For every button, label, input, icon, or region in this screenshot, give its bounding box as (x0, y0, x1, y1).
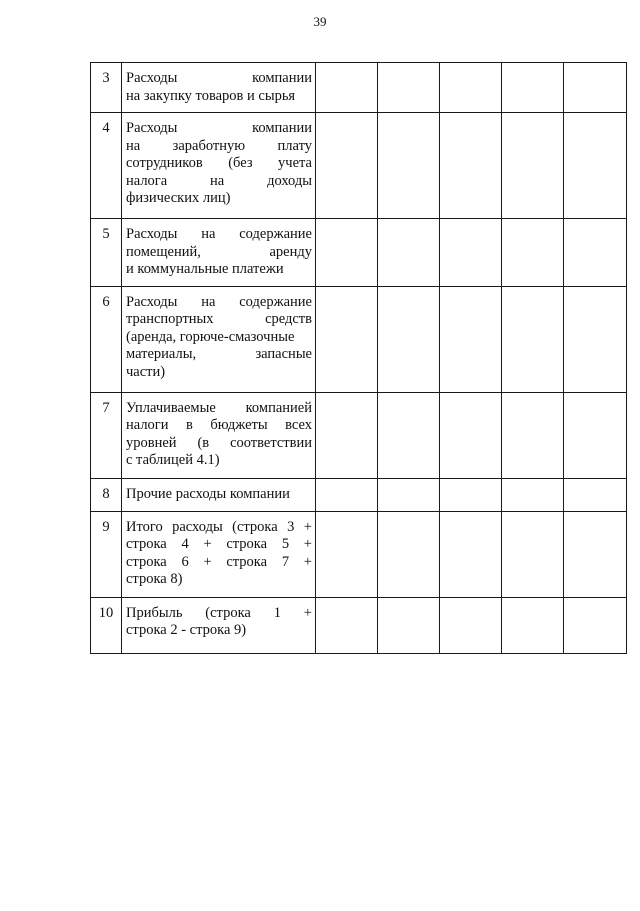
value-cell (378, 392, 440, 478)
description-word: (без (228, 155, 253, 171)
table-row (91, 63, 627, 113)
description-word: заработную (172, 137, 246, 154)
description-word: доходы (267, 172, 312, 189)
description-line (126, 519, 312, 537)
value-cell (440, 392, 502, 478)
description-word: Расходы (126, 226, 178, 242)
description-word: 7 (281, 553, 290, 570)
description-line (126, 226, 312, 244)
description-word: сотрудников (126, 155, 203, 171)
row-number: 3 (91, 63, 122, 113)
description-word: + (303, 536, 312, 552)
description-word: компанией (245, 399, 312, 416)
description-line (126, 120, 312, 138)
description-line (126, 244, 312, 262)
description-word: материалы, (126, 346, 197, 362)
description-word: налоги (126, 417, 169, 433)
value-cell (316, 511, 378, 597)
value-cell (502, 113, 564, 219)
description-line (126, 435, 312, 453)
description-word: + (303, 518, 312, 535)
description-word: 3 (287, 518, 295, 535)
description-word: транспортных (126, 311, 214, 327)
value-cell (564, 63, 627, 113)
value-cell (440, 597, 502, 653)
description-line (126, 536, 312, 554)
value-cell (502, 286, 564, 392)
value-cell (378, 511, 440, 597)
value-cell (440, 63, 502, 113)
value-cell (502, 219, 564, 287)
description-line: строка 8) (126, 571, 183, 587)
description-word: Итого (126, 518, 163, 535)
row-number: 7 (91, 392, 122, 478)
description-word: Расходы (126, 120, 178, 136)
description-line: Прочие расходы компании (126, 485, 290, 502)
description-line (126, 400, 312, 418)
row-number: 10 (91, 597, 122, 653)
row-description (122, 392, 316, 478)
value-cell (502, 511, 564, 597)
value-cell (564, 286, 627, 392)
description-word: + (303, 553, 312, 570)
description-word: содержание (239, 226, 312, 242)
description-line (126, 155, 312, 173)
description-word: Расходы (126, 70, 178, 86)
description-word: компании (252, 120, 312, 136)
description-line (126, 554, 312, 572)
description-word: всех (285, 417, 312, 433)
value-cell (378, 286, 440, 392)
description-line: части) (126, 363, 166, 380)
description-word: (строка (205, 604, 251, 621)
description-word: на (201, 226, 216, 242)
description-word: содержание (239, 293, 312, 310)
table-row (91, 478, 627, 511)
value-cell (378, 478, 440, 511)
description-line (126, 605, 312, 623)
page-number: 39 (313, 14, 327, 29)
row-description (122, 286, 316, 392)
description-word: в (186, 417, 193, 433)
value-cell (564, 392, 627, 478)
row-number: 4 (91, 113, 122, 219)
row-number: 5 (91, 219, 122, 287)
description-word: аренду (269, 243, 312, 260)
description-line: с таблицей 4.1) (126, 452, 220, 468)
description-word: помещений, (126, 243, 201, 260)
row-description (122, 113, 316, 219)
description-line: физических лиц) (126, 190, 231, 206)
description-word: учета (278, 155, 312, 171)
value-cell (378, 113, 440, 219)
row-description (122, 478, 316, 511)
description-word: средств (265, 311, 312, 327)
description-line (126, 417, 312, 435)
description-word: уровней (126, 434, 177, 451)
description-line (126, 346, 312, 364)
value-cell (564, 219, 627, 287)
description-word: налога (126, 172, 168, 189)
value-cell (316, 478, 378, 511)
table-row (91, 392, 627, 478)
value-cell (316, 286, 378, 392)
description-word: соответствии (230, 434, 312, 451)
description-word: строка (226, 536, 268, 552)
description-word: Расходы (126, 293, 178, 310)
description-line: на закупку товаров и сырья (126, 87, 296, 104)
financial-table (90, 62, 627, 654)
description-word: + (303, 604, 312, 621)
description-line (126, 70, 312, 88)
table-row (91, 219, 627, 287)
description-word: + (203, 536, 212, 552)
description-word: 4 (181, 536, 189, 552)
description-word: + (203, 553, 212, 570)
row-description (122, 597, 316, 653)
value-cell (440, 511, 502, 597)
description-word: 6 (181, 553, 189, 570)
description-word: бюджеты (210, 417, 268, 433)
value-cell (316, 113, 378, 219)
table-row (91, 597, 627, 653)
description-word: на (210, 172, 225, 189)
description-word: (в (197, 434, 210, 451)
table-row (91, 286, 627, 392)
value-cell (440, 113, 502, 219)
value-cell (316, 63, 378, 113)
value-cell (440, 286, 502, 392)
value-cell (440, 478, 502, 511)
description-line: строка 2 - строка 9) (126, 622, 247, 638)
row-description (122, 219, 316, 287)
value-cell (440, 219, 502, 287)
description-word: расходы (172, 518, 223, 535)
table-body (91, 63, 627, 654)
value-cell (316, 219, 378, 287)
description-line (126, 173, 312, 191)
description-word: Прибыль (126, 604, 183, 621)
description-word: строка (126, 553, 167, 570)
table-row (91, 511, 627, 597)
description-word: (строка (232, 518, 278, 535)
description-line: (аренда, горюче-смазочные (126, 328, 295, 345)
description-word: 5 (281, 536, 290, 552)
value-cell (564, 113, 627, 219)
value-cell (378, 63, 440, 113)
value-cell (316, 392, 378, 478)
description-word: на (126, 137, 141, 154)
value-cell (378, 597, 440, 653)
description-word: 1 (273, 604, 281, 621)
description-word: плату (277, 137, 312, 154)
description-word: запасные (255, 346, 312, 362)
row-description (122, 63, 316, 113)
value-cell (316, 597, 378, 653)
value-cell (502, 392, 564, 478)
table-row (91, 113, 627, 219)
value-cell (502, 597, 564, 653)
description-word: Уплачиваемые (126, 399, 216, 416)
value-cell (564, 597, 627, 653)
description-word: строка (226, 553, 268, 570)
row-description (122, 511, 316, 597)
value-cell (502, 63, 564, 113)
value-cell (378, 219, 440, 287)
description-line: и коммунальные платежи (126, 261, 284, 277)
row-number: 8 (91, 478, 122, 511)
row-number: 9 (91, 511, 122, 597)
description-line (126, 138, 312, 156)
row-number: 6 (91, 286, 122, 392)
value-cell (564, 478, 627, 511)
description-line (126, 311, 312, 329)
description-word: на (201, 293, 216, 310)
description-word: строка (126, 536, 167, 552)
value-cell (502, 478, 564, 511)
value-cell (564, 511, 627, 597)
description-line (126, 294, 312, 312)
description-word: компании (252, 70, 312, 86)
